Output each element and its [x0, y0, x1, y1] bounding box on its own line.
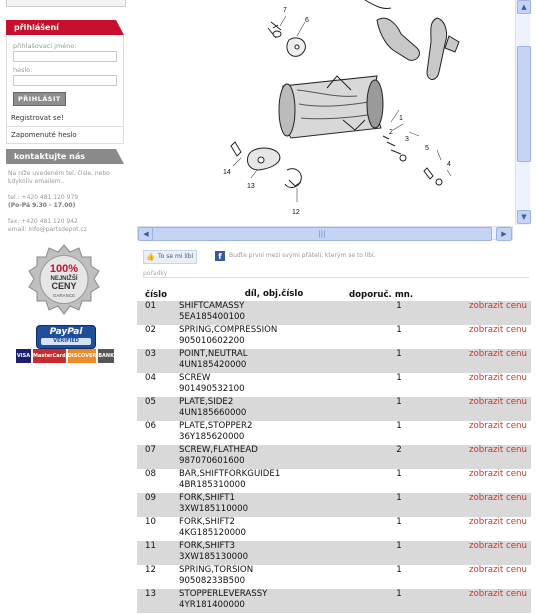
part-name: FORK,SHIFT3	[179, 540, 236, 551]
part-number: 11	[137, 541, 179, 565]
part-quantity: 1	[396, 516, 402, 527]
section-tab-label[interactable]: pořadky	[143, 270, 168, 277]
sidebar	[0, 0, 126, 614]
part-name: SHIFTCAMASSY	[179, 300, 245, 311]
part-description	[179, 421, 349, 445]
part-name: PLATE,STOPPER2	[179, 420, 253, 431]
part-description	[179, 325, 349, 349]
part-code: 36Y185620000	[179, 432, 245, 442]
contact-intro: Na níže uvedeném tel. čísle, nebo kdykoliv emailem..	[8, 170, 110, 185]
part-description	[179, 565, 349, 589]
header-number: číslo	[145, 289, 168, 300]
parts-diagram-viewport	[137, 0, 513, 225]
part-description	[179, 445, 349, 469]
part-quantity: 1	[396, 420, 402, 431]
vertical-scroll-thumb[interactable]	[517, 46, 531, 162]
facebook-like-row	[143, 250, 523, 264]
part-quantity: 2	[349, 445, 449, 469]
username-label: přihlašovací jméno:	[13, 42, 77, 50]
show-price-cell	[449, 589, 531, 613]
part-quantity: 1	[396, 468, 402, 479]
show-price-link[interactable]: zobrazit cenu	[469, 588, 527, 599]
callout-5: 5	[425, 145, 429, 152]
table-row	[137, 325, 531, 349]
part-name: BAR,SHIFTFORKGUIDE1	[179, 468, 281, 479]
show-price-cell	[449, 565, 531, 589]
part-quantity: 1	[349, 589, 449, 613]
part-number: 05	[137, 397, 179, 421]
table-row	[137, 445, 531, 469]
show-price-link[interactable]: zobrazit cenu	[469, 300, 527, 311]
badge-line4: GARANCE	[52, 293, 76, 298]
part-description	[179, 397, 349, 421]
part-name: STOPPERLEVERASSY	[179, 588, 268, 599]
part-description	[179, 589, 349, 613]
part-description	[179, 493, 349, 517]
table-row	[137, 565, 531, 589]
login-heading: přihlášení	[6, 20, 124, 35]
show-price-link[interactable]: zobrazit cenu	[469, 396, 527, 407]
contact-hours: (Po-Pá 9.30 - 17.00)	[8, 202, 76, 209]
show-price-cell	[449, 325, 531, 349]
register-link[interactable]: Registrovat se!	[6, 110, 124, 127]
part-name: POINT,NEUTRAL	[179, 348, 248, 359]
payment-cards	[16, 349, 114, 363]
table-row	[137, 469, 531, 493]
part-name: FORK,SHIFT1	[179, 492, 236, 503]
show-price-link[interactable]: zobrazit cenu	[469, 516, 527, 527]
show-price-link[interactable]: zobrazit cenu	[469, 468, 527, 479]
paypal-verified-text: VERIFIED	[41, 338, 91, 345]
badge-line3: CENY	[51, 281, 77, 291]
callout-13: 13	[247, 183, 255, 190]
header-price	[449, 289, 531, 301]
part-description	[179, 517, 349, 541]
table-row	[137, 589, 531, 613]
lowest-price-guarantee-badge	[28, 244, 100, 316]
part-code: 5EA185400100	[179, 312, 245, 322]
part-quantity: 1	[349, 541, 449, 565]
callout-6: 6	[305, 17, 309, 24]
show-price-link[interactable]: zobrazit cenu	[469, 348, 527, 359]
table-row	[137, 301, 531, 325]
table-row	[137, 517, 531, 541]
show-price-cell	[449, 421, 531, 445]
table-row	[137, 397, 531, 421]
part-number: 06	[145, 420, 156, 431]
show-price-link[interactable]: zobrazit cenu	[469, 324, 527, 335]
scroll-right-arrow-icon[interactable]: ▶	[496, 227, 512, 241]
forgot-password-link[interactable]: Zapomenuté heslo	[6, 127, 124, 144]
badge-line2: NEJNIŽŠÍ	[50, 276, 78, 282]
show-price-link[interactable]: zobrazit cenu	[469, 444, 527, 455]
part-code: 4YR181400000	[179, 600, 245, 610]
section-divider	[143, 277, 529, 278]
show-price-cell	[449, 445, 531, 469]
part-number: 09	[137, 493, 179, 517]
part-number: 12	[145, 564, 156, 575]
show-price-cell	[449, 373, 531, 397]
contact-box	[6, 149, 124, 240]
password-field[interactable]	[13, 75, 117, 86]
table-row	[137, 493, 531, 517]
part-number: 08	[145, 468, 156, 479]
username-field[interactable]	[13, 51, 117, 62]
callout-7: 7	[283, 7, 287, 14]
part-number: 02	[145, 324, 156, 335]
part-name: FORK,SHIFT2	[179, 516, 236, 527]
callout-12: 12	[292, 209, 300, 216]
diagram-horizontal-scrollbar[interactable]	[137, 226, 513, 240]
part-quantity: 1	[349, 397, 449, 421]
contact-email[interactable]: email: info@partsdepot.cz	[8, 226, 87, 233]
part-code: 4UN185420000	[179, 360, 247, 370]
contact-phone: tel.: +420 481 120 979	[8, 194, 79, 201]
table-row	[137, 541, 531, 565]
part-number: 10	[145, 516, 156, 527]
header-part: díl, obj.číslo	[244, 289, 304, 299]
part-quantity: 1	[396, 564, 402, 575]
show-price-link[interactable]: zobrazit cenu	[469, 492, 527, 503]
part-quantity: 1	[349, 349, 449, 373]
part-code: 3XW185130000	[179, 552, 249, 562]
part-description	[179, 373, 349, 397]
part-code: 90508233B500	[179, 576, 246, 586]
contact-heading: kontaktujte nás	[6, 149, 124, 164]
parts-table	[137, 289, 531, 613]
scroll-left-arrow-icon[interactable]: ◀	[138, 227, 154, 241]
paypal-logo-text: PayPal	[49, 327, 83, 337]
part-name: SCREW	[179, 372, 211, 383]
part-quantity: 1	[349, 301, 449, 325]
part-code: 987070601600	[179, 456, 245, 466]
table-row	[137, 421, 531, 445]
show-price-link[interactable]: zobrazit cenu	[469, 540, 527, 551]
visa-card-icon: VISA	[16, 349, 31, 363]
login-button[interactable]: PŘIHLÁSIT	[13, 92, 66, 106]
part-quantity: 1	[396, 372, 402, 383]
diagram-vertical-scrollbar[interactable]	[515, 0, 530, 225]
part-description	[179, 541, 349, 565]
callout-2: 2	[389, 129, 393, 136]
table-row	[137, 373, 531, 397]
callout-14: 14	[223, 169, 231, 176]
part-description	[179, 469, 349, 493]
show-price-cell	[449, 301, 531, 325]
header-quantity: doporuč. mn.	[349, 289, 414, 300]
part-code: 905010602200	[179, 336, 245, 346]
show-price-link[interactable]: zobrazit cenu	[469, 420, 527, 431]
callout-1: 1	[399, 115, 403, 122]
part-number: 03	[137, 349, 179, 373]
callout-4: 4	[447, 161, 451, 168]
contact-fax: fax: +420 481 120 942	[8, 218, 78, 225]
part-name: SPRING,TORSION	[179, 564, 254, 575]
facebook-like-prompt: Buďte první mezi svými přáteli, kterým se to líbí.	[229, 252, 376, 259]
part-description	[179, 301, 349, 325]
paypal-verified-badge	[36, 325, 96, 349]
table-row	[137, 349, 531, 373]
part-number: 01	[137, 301, 179, 325]
login-box	[6, 20, 124, 144]
part-code: 4KG185120000	[179, 528, 246, 538]
sidebar-top-strip	[6, 0, 126, 7]
horizontal-scroll-thumb[interactable]: |||	[152, 227, 492, 241]
part-number: 07	[137, 445, 179, 469]
part-name: PLATE,SIDE2	[179, 396, 234, 407]
show-price-cell	[449, 469, 531, 493]
password-label: heslo:	[13, 66, 33, 74]
show-price-cell	[449, 541, 531, 565]
part-name: SCREW,FLATHEAD	[179, 444, 258, 455]
main-content	[137, 0, 536, 614]
show-price-cell	[449, 517, 531, 541]
scroll-down-arrow-icon[interactable]: ▼	[517, 210, 531, 224]
show-price-link[interactable]: zobrazit cenu	[469, 372, 527, 383]
part-code: 4BR185310000	[179, 480, 246, 490]
part-code: 4UN185660000	[179, 408, 247, 418]
callout-3: 3	[405, 136, 409, 143]
bank-card-icon: BANK	[98, 349, 114, 363]
mastercard-icon: MasterCard	[33, 349, 66, 363]
part-name: SPRING,COMPRESSION	[179, 324, 278, 335]
show-price-cell	[449, 349, 531, 373]
part-description	[179, 349, 349, 373]
show-price-link[interactable]: zobrazit cenu	[469, 564, 527, 575]
part-number: 13	[137, 589, 179, 613]
scroll-up-arrow-icon[interactable]: ▲	[517, 0, 531, 14]
part-quantity: 1	[396, 324, 402, 335]
show-price-cell	[449, 397, 531, 421]
show-price-cell	[449, 493, 531, 517]
part-number: 04	[145, 372, 156, 383]
facebook-like-button[interactable]: 👍 To se mi líbí	[143, 250, 197, 264]
part-code: 901490532100	[179, 384, 245, 394]
part-quantity: 1	[349, 493, 449, 517]
discover-card-icon: DISCOVER	[68, 349, 97, 363]
parts-exploded-diagram	[137, 0, 513, 225]
part-code: 3XW185110000	[179, 504, 249, 514]
badge-line1: 100%	[49, 263, 79, 275]
facebook-icon: f	[215, 251, 225, 261]
